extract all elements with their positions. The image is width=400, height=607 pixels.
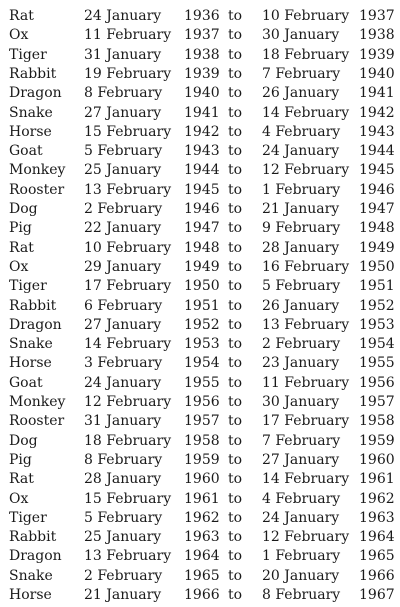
end-date: 30 January	[262, 27, 340, 44]
end-year: 1957	[359, 394, 395, 410]
end-date: 10 February	[262, 8, 350, 24]
start-date: 21 January	[84, 587, 162, 603]
start-date: 5 February	[84, 143, 163, 160]
start-date: 25 January	[84, 529, 162, 546]
end-date: 1 February	[262, 181, 341, 198]
range-separator: to	[228, 220, 243, 237]
end-year: 1943	[359, 123, 395, 140]
end-date: 14 February	[262, 104, 350, 121]
table-row	[0, 411, 400, 431]
start-date: 27 January	[84, 316, 162, 333]
animal-name: Rat	[9, 471, 34, 488]
table-row	[0, 83, 400, 103]
end-year: 1962	[359, 490, 395, 507]
animal-name: Dog	[9, 432, 38, 449]
end-year: 1958	[359, 413, 395, 430]
end-year: 1937	[359, 8, 395, 24]
end-date: 12 February	[262, 162, 350, 179]
end-date: 18 February	[262, 46, 350, 63]
end-date: 5 February	[262, 278, 341, 295]
end-date: 16 February	[262, 258, 350, 275]
animal-name: Ox	[9, 258, 29, 275]
table-row	[0, 25, 400, 45]
start-year: 1942	[184, 123, 220, 140]
end-year: 1945	[359, 162, 395, 179]
end-date: 11 February	[262, 374, 350, 391]
end-date: 4 February	[262, 490, 341, 507]
range-separator: to	[228, 529, 243, 546]
end-date: 20 January	[262, 567, 340, 584]
end-date: 12 February	[262, 529, 350, 546]
end-year: 1955	[359, 355, 395, 372]
table-row	[0, 160, 400, 180]
end-year: 1960	[359, 451, 395, 468]
animal-name: Snake	[9, 336, 53, 353]
table-row	[0, 353, 400, 373]
start-date: 8 February	[84, 85, 163, 102]
end-date: 30 January	[262, 394, 340, 410]
animal-name: Dragon	[9, 85, 62, 102]
start-year: 1947	[184, 220, 220, 237]
table-row	[0, 392, 400, 412]
start-date: 18 February	[84, 432, 172, 449]
start-year: 1958	[184, 432, 220, 449]
animal-name: Ox	[9, 490, 29, 507]
range-separator: to	[228, 85, 243, 102]
range-separator: to	[228, 104, 243, 121]
start-date: 31 January	[84, 46, 162, 63]
start-date: 8 February	[84, 451, 163, 468]
end-date: 9 February	[262, 220, 341, 237]
end-year: 1954	[359, 336, 395, 353]
range-separator: to	[228, 587, 243, 603]
start-year: 1949	[184, 258, 220, 275]
start-date: 6 February	[84, 297, 163, 314]
end-year: 1953	[359, 316, 395, 333]
table-row	[0, 103, 400, 123]
start-year: 1941	[184, 104, 220, 121]
end-date: 17 February	[262, 413, 350, 430]
start-year: 1953	[184, 336, 220, 353]
end-date: 4 February	[262, 123, 341, 140]
range-separator: to	[228, 490, 243, 507]
table-row	[0, 450, 400, 470]
range-separator: to	[228, 316, 243, 333]
animal-name: Horse	[9, 123, 52, 140]
animal-name: Rat	[9, 239, 34, 256]
animal-name: Pig	[9, 220, 32, 237]
table-row	[0, 566, 400, 586]
start-date: 2 February	[84, 567, 163, 584]
start-date: 28 January	[84, 471, 162, 488]
range-separator: to	[228, 143, 243, 160]
table-row	[0, 276, 400, 296]
animal-name: Goat	[9, 143, 43, 160]
start-date: 3 February	[84, 355, 163, 372]
start-date: 15 February	[84, 123, 172, 140]
table-row	[0, 296, 400, 316]
end-year: 1956	[359, 374, 395, 391]
animal-name: Monkey	[9, 394, 66, 410]
start-year: 1939	[184, 65, 220, 82]
table-row	[0, 45, 400, 65]
end-date: 13 February	[262, 316, 350, 333]
start-year: 1944	[184, 162, 220, 179]
animal-name: Goat	[9, 374, 43, 391]
animal-name: Rabbit	[9, 65, 57, 82]
end-date: 1 February	[262, 548, 341, 565]
end-year: 1949	[359, 239, 395, 256]
end-date: 24 January	[262, 509, 340, 526]
end-year: 1959	[359, 432, 395, 449]
start-date: 31 January	[84, 413, 162, 430]
end-year: 1940	[359, 65, 395, 82]
start-date: 13 February	[84, 181, 172, 198]
end-date: 8 February	[262, 587, 341, 603]
range-separator: to	[228, 46, 243, 63]
range-separator: to	[228, 509, 243, 526]
range-separator: to	[228, 239, 243, 256]
animal-name: Snake	[9, 104, 53, 121]
end-year: 1946	[359, 181, 395, 198]
start-date: 27 January	[84, 104, 162, 121]
table-row	[0, 431, 400, 451]
table-row	[0, 6, 400, 26]
animal-name: Rooster	[9, 413, 65, 430]
start-year: 1960	[184, 471, 220, 488]
start-date: 25 January	[84, 162, 162, 179]
range-separator: to	[228, 548, 243, 565]
start-year: 1966	[184, 587, 220, 603]
start-year: 1943	[184, 143, 220, 160]
range-separator: to	[228, 432, 243, 449]
range-separator: to	[228, 374, 243, 391]
end-year: 1939	[359, 46, 395, 63]
animal-name: Pig	[9, 451, 32, 468]
end-year: 1967	[359, 587, 395, 603]
range-separator: to	[228, 27, 243, 44]
range-separator: to	[228, 65, 243, 82]
end-year: 1965	[359, 548, 395, 565]
animal-name: Horse	[9, 587, 52, 603]
start-date: 15 February	[84, 490, 172, 507]
end-year: 1947	[359, 201, 395, 217]
start-date: 2 February	[84, 201, 163, 217]
table-row	[0, 257, 400, 277]
table-row	[0, 489, 400, 509]
end-year: 1941	[359, 85, 395, 102]
animal-name: Rat	[9, 8, 34, 24]
table-row	[0, 122, 400, 142]
end-year: 1948	[359, 220, 395, 237]
animal-name: Tiger	[9, 509, 47, 526]
start-date: 17 February	[84, 278, 172, 295]
table-row	[0, 527, 400, 547]
table-row	[0, 334, 400, 354]
range-separator: to	[228, 336, 243, 353]
range-separator: to	[228, 355, 243, 372]
start-year: 1937	[184, 27, 220, 44]
end-date: 7 February	[262, 65, 341, 82]
start-date: 24 January	[84, 8, 162, 24]
start-year: 1961	[184, 490, 220, 507]
end-year: 1944	[359, 143, 395, 160]
start-date: 10 February	[84, 239, 172, 256]
end-year: 1966	[359, 567, 395, 584]
start-date: 11 February	[84, 27, 172, 44]
end-date: 21 January	[262, 201, 340, 217]
end-date: 24 January	[262, 143, 340, 160]
animal-name: Tiger	[9, 278, 47, 295]
animal-name: Dragon	[9, 316, 62, 333]
start-year: 1954	[184, 355, 220, 372]
range-separator: to	[228, 8, 243, 24]
table-row	[0, 585, 400, 605]
animal-name: Horse	[9, 355, 52, 372]
range-separator: to	[228, 471, 243, 488]
animal-name: Dog	[9, 201, 38, 217]
start-date: 22 January	[84, 220, 162, 237]
range-separator: to	[228, 297, 243, 314]
table-row	[0, 315, 400, 335]
range-separator: to	[228, 258, 243, 275]
table-row	[0, 469, 400, 489]
end-date: 2 February	[262, 336, 341, 353]
range-separator: to	[228, 201, 243, 217]
start-year: 1965	[184, 567, 220, 584]
start-date: 13 February	[84, 548, 172, 565]
animal-name: Rooster	[9, 181, 65, 198]
start-year: 1955	[184, 374, 220, 391]
start-year: 1936	[184, 8, 220, 24]
range-separator: to	[228, 567, 243, 584]
start-year: 1957	[184, 413, 220, 430]
end-date: 27 January	[262, 451, 340, 468]
table-row	[0, 199, 400, 219]
table-row	[0, 508, 400, 528]
start-date: 24 January	[84, 374, 162, 391]
table-row	[0, 546, 400, 566]
end-year: 1964	[359, 529, 395, 546]
end-year: 1951	[359, 278, 395, 295]
start-year: 1963	[184, 529, 220, 546]
animal-name: Rabbit	[9, 297, 57, 314]
animal-name: Monkey	[9, 162, 66, 179]
end-year: 1961	[359, 471, 395, 488]
range-separator: to	[228, 278, 243, 295]
start-date: 19 February	[84, 65, 172, 82]
animal-name: Ox	[9, 27, 29, 44]
end-date: 7 February	[262, 432, 341, 449]
end-date: 26 January	[262, 85, 340, 102]
end-year: 1942	[359, 104, 395, 121]
table-row	[0, 373, 400, 393]
start-year: 1962	[184, 509, 220, 526]
start-date: 12 February	[84, 394, 172, 410]
end-date: 26 January	[262, 297, 340, 314]
table-row	[0, 218, 400, 238]
start-date: 5 February	[84, 509, 163, 526]
table-row	[0, 238, 400, 258]
start-year: 1946	[184, 201, 220, 217]
range-separator: to	[228, 181, 243, 198]
start-year: 1956	[184, 394, 220, 410]
table-row	[0, 180, 400, 200]
start-date: 14 February	[84, 336, 172, 353]
range-separator: to	[228, 162, 243, 179]
start-year: 1948	[184, 239, 220, 256]
start-year: 1940	[184, 85, 220, 102]
range-separator: to	[228, 394, 243, 410]
end-date: 14 February	[262, 471, 350, 488]
end-year: 1938	[359, 27, 395, 44]
animal-name: Dragon	[9, 548, 62, 565]
end-date: 23 January	[262, 355, 340, 372]
end-date: 28 January	[262, 239, 340, 256]
end-year: 1950	[359, 258, 395, 275]
range-separator: to	[228, 451, 243, 468]
table-row	[0, 141, 400, 161]
start-year: 1950	[184, 278, 220, 295]
start-year: 1951	[184, 297, 220, 314]
start-year: 1945	[184, 181, 220, 198]
animal-name: Tiger	[9, 46, 47, 63]
end-year: 1963	[359, 509, 395, 526]
start-year: 1952	[184, 316, 220, 333]
animal-name: Snake	[9, 567, 53, 584]
start-year: 1959	[184, 451, 220, 468]
start-date: 29 January	[84, 258, 162, 275]
range-separator: to	[228, 123, 243, 140]
animal-name: Rabbit	[9, 529, 57, 546]
range-separator: to	[228, 413, 243, 430]
start-year: 1964	[184, 548, 220, 565]
end-year: 1952	[359, 297, 395, 314]
table-row	[0, 64, 400, 84]
start-year: 1938	[184, 46, 220, 63]
